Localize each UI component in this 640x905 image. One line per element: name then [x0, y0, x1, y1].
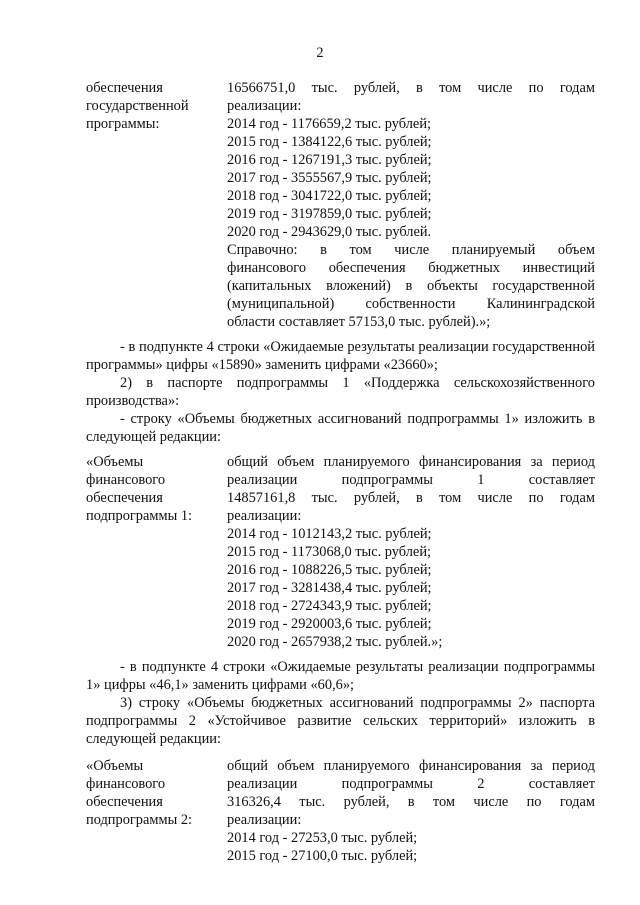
value-line: 316326,4 тыс. рублей, в том числе по годам: [227, 794, 595, 810]
value-line: реализации:: [227, 812, 302, 828]
value-line: области составляет 57153,0 тыс. рублей).»;: [227, 314, 491, 330]
value-line: реализации подпрограммы 2 составляет: [227, 776, 595, 792]
block-label: «Объемы финансового обеспечения подпрограммы 1:: [86, 454, 193, 524]
value-line: Справочно: в том числе планируемый объем: [227, 242, 595, 258]
amendment-paragraph: 3) строку «Объемы бюджетных ассигнований подпрограммы 2» паспорта подпрограммы 2 «Устойчивое развитие сельских территорий» изложить в следующей редакции:: [86, 695, 595, 747]
value-line: 2015 год - 1384122,6 тыс. рублей;: [227, 134, 432, 150]
amendment-paragraph: - строку «Объемы бюджетных ассигнований подпрограммы 1» изложить в следующей редакции:: [86, 411, 595, 445]
block-label: обеспечения государственной программы:: [86, 80, 189, 132]
value-line: общий объем планируемого финансирования за период: [227, 454, 595, 470]
amendment-paragraph: - в подпункте 4 строки «Ожидаемые результаты реализации государственной программы» цифры «15890» заменить цифрами «23660»;: [86, 339, 595, 373]
value-line: общий объем планируемого финансирования за период: [227, 758, 595, 774]
value-line: 2015 год - 27100,0 тыс. рублей;: [227, 848, 418, 864]
value-line: 2014 год - 1012143,2 тыс. рублей;: [227, 526, 432, 542]
value-line: 2020 год - 2943629,0 тыс. рублей.: [227, 224, 432, 240]
value-line: 2019 год - 2920003,6 тыс. рублей;: [227, 616, 432, 632]
financing-block-subprogram-2: [86, 757, 595, 865]
value-line: (капитальных вложений) в объекты государственной: [227, 278, 595, 294]
block-value: [227, 79, 595, 331]
value-line: 2017 год - 3555567,9 тыс. рублей;: [227, 170, 432, 186]
value-line: 2014 год - 1176659,2 тыс. рублей;: [227, 116, 432, 132]
value-line: 2017 год - 3281438,4 тыс. рублей;: [227, 580, 432, 596]
value-line: 2018 год - 2724343,9 тыс. рублей;: [227, 598, 432, 614]
financing-block-subprogram-1: [86, 453, 595, 651]
amendment-paragraph: - в подпункте 4 строки «Ожидаемые результаты реализации подпрограммы 1» цифры «46,1» заменить цифрами «60,6»;: [86, 659, 595, 693]
value-line: реализации подпрограммы 1 составляет: [227, 472, 595, 488]
value-line: 2019 год - 3197859,0 тыс. рублей;: [227, 206, 432, 222]
page-number: 2: [316, 45, 324, 61]
document-body: [86, 79, 595, 865]
value-line: реализации:: [227, 98, 302, 114]
value-line: 2015 год - 1173068,0 тыс. рублей;: [227, 544, 432, 560]
block-label: «Объемы финансового обеспечения подпрограммы 2:: [86, 758, 193, 828]
amendment-paragraph: 2) в паспорте подпрограммы 1 «Поддержка сельскохозяйственного производства»:: [86, 375, 595, 409]
value-line: 2016 год - 1088226,5 тыс. рублей;: [227, 562, 432, 578]
value-line: 2018 год - 3041722,0 тыс. рублей;: [227, 188, 432, 204]
value-line: финансового обеспечения бюджетных инвестиций: [227, 260, 595, 276]
block-value: [227, 453, 595, 651]
financing-block-program: [86, 79, 595, 331]
value-line: 16566751,0 тыс. рублей, в том числе по годам: [227, 80, 595, 96]
value-line: 2020 год - 2657938,2 тыс. рублей.»;: [227, 634, 443, 650]
value-line: 14857161,8 тыс. рублей, в том числе по годам: [227, 490, 595, 506]
value-line: (муниципальной) собственности Калининградской: [227, 296, 595, 312]
value-line: 2016 год - 1267191,3 тыс. рублей;: [227, 152, 432, 168]
value-line: 2014 год - 27253,0 тыс. рублей;: [227, 830, 418, 846]
block-value: [227, 757, 595, 865]
value-line: реализации:: [227, 508, 302, 524]
